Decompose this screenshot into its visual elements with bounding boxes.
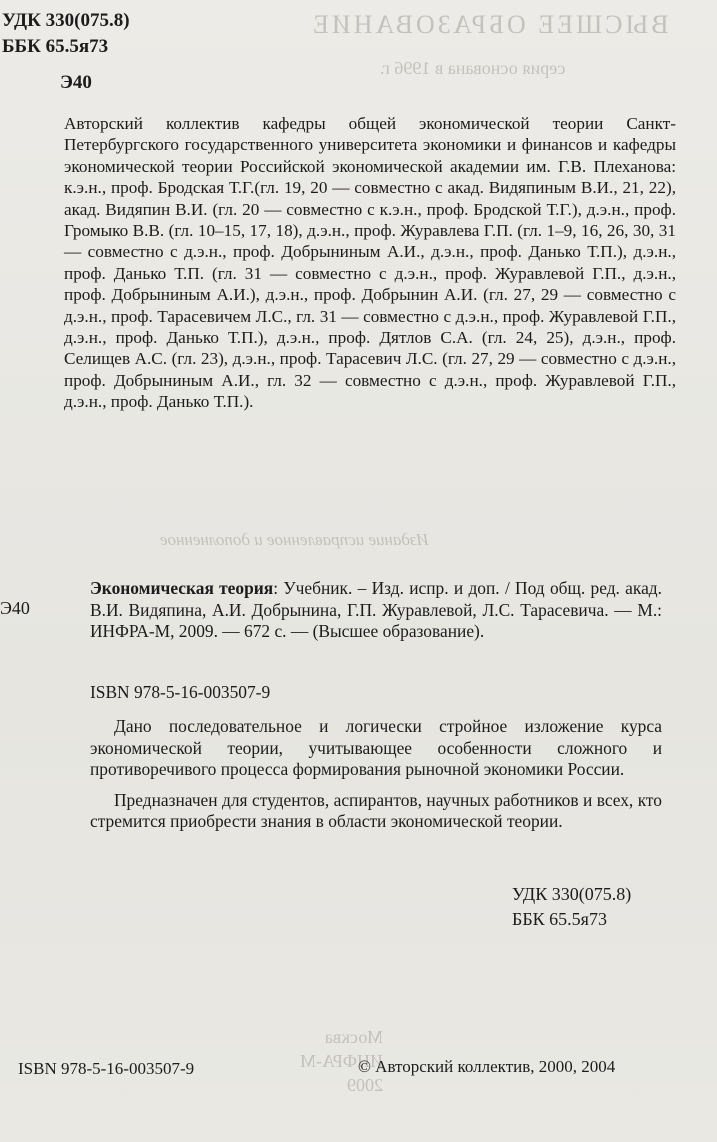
bibliographic-details: : Учебник. – Изд. испр. и доп. / Под общ. ред. акад. В.И. Видяпина, А.И. Добрынина, Г.П. Журавлевой, Л.С. Тарасевича. — М.: ИНФРА-М, 2009. — 672 с. — (Высшее образование). xyxy=(90,578,662,642)
udk-code-footer: УДК 330(075.8) xyxy=(512,884,632,904)
book-title: Экономическая теория xyxy=(90,578,274,598)
bleed-through-edition-note: Издание исправленное и дополненное xyxy=(160,530,429,549)
classification-header xyxy=(2,8,130,60)
annotation-paragraph: Дано последовательное и логически стройное изложение курса экономической теории, учитывающее особенности сложного и противоречивого процесса формирования рыночной экономики России. xyxy=(90,716,662,780)
bibliographic-record xyxy=(90,578,662,643)
bbk-code: ББК 65.5я73 xyxy=(2,36,109,57)
bbk-code-footer: ББК 65.5я73 xyxy=(512,909,607,929)
bleed-through-imprint: Москва ИНФРА-М 2009 xyxy=(300,1027,383,1095)
isbn: ISBN 978-5-16-003507-9 xyxy=(90,682,271,702)
copyright-notice: © Авторский коллектив, 2000, 2004 xyxy=(358,1057,616,1076)
isbn-footer: ISBN 978-5-16-003507-9 xyxy=(18,1059,195,1078)
authors-paragraph: Авторский коллектив кафедры общей экономической теории Санкт-Петербургского государственного университета экономики и финансов и кафедры экономической теории Российской экономической академии им. Г.В. Плеханова: к.э.н., проф. Бродская Т.Г.(гл. 19, 20 — совместно с акад. Видяпиным В.И., 21, 22), акад. Видяпин В.И. (гл. 20 — совместно с к.э.н., проф. Бродской Т.Г.), д.э.н., проф. Громыко В.В. (гл. 10–15, 17, 18), д.э.н., проф. Журавлева Г.П. (гл. 1–9, 16, 26, 30, 31 — совместно с д.э.н., проф. Добрыниным А.И., д.э.н., проф. Данько Т.П.), д.э.н., проф. Данько Т.П. (гл. 31 — совместно с д.э.н., проф. Журавлевой Г.П., д.э.н., проф. Добрыниным А.И.), д.э.н., проф. Добрынин А.И. (гл. 27, 29 — совместно с д.э.н., проф. Тарасевичем Л.С., гл. 31 — совместно с д.э.н., проф. Журавлевой Г.П., д.э.н., проф. Данько Т.П.), д.э.н., проф. Дятлов С.А. (гл. 24, 25), д.э.н., проф. Селищев А.С. (гл. 23), д.э.н., проф. Тарасевич Л.С. (гл. 27, 29 — совместно с д.э.н., проф. Добрыниным А.И., гл. 32 — совместно с д.э.н., проф. Журавлевой Г.П., д.э.н., проф. Данько Т.П.). xyxy=(64,114,676,412)
udk-code: УДК 330(075.8) xyxy=(2,10,130,31)
annotation-paragraph: Предназначен для студентов, аспирантов, научных работников и всех, кто стремится приобрести знания в области экономической теории. xyxy=(90,789,662,832)
biblio-author-mark: Э40 xyxy=(0,598,30,618)
bleed-through-series-title: ВЫСШЕЕ ОБРАЗОВАНИЕ xyxy=(310,10,669,39)
annotation xyxy=(90,716,662,833)
author-mark: Э40 xyxy=(60,72,92,93)
bleed-through-series-note: серия основана в 1996 г. xyxy=(380,58,566,78)
classification-footer xyxy=(512,882,631,932)
